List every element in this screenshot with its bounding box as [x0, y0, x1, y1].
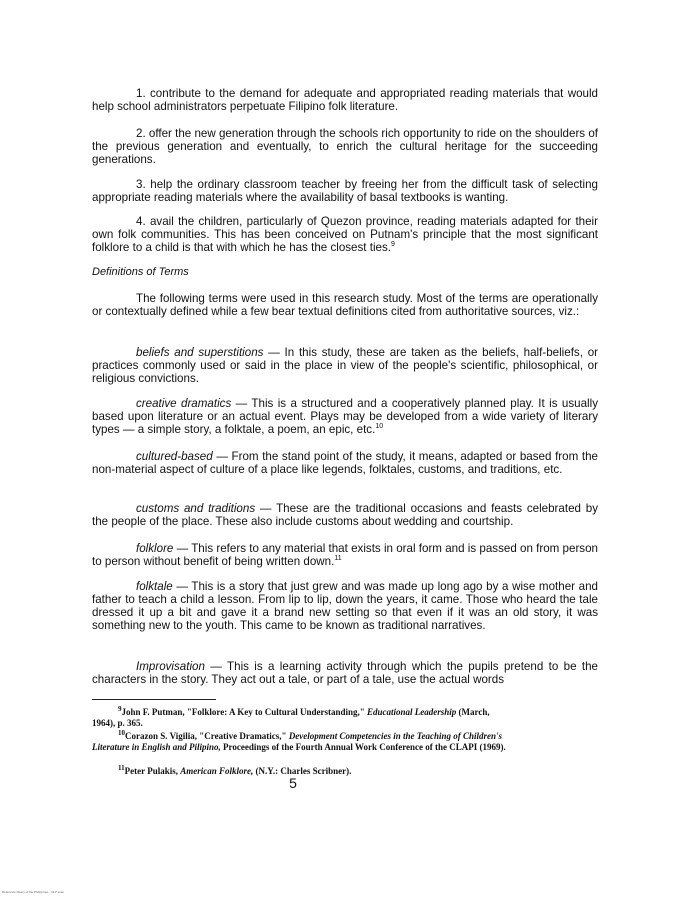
footnote-text: Peter Pulakis,: [124, 766, 181, 776]
scan-imprint: Reference library of the Philippines · NLP scan: [2, 890, 65, 894]
definition-term: folklore: [136, 542, 174, 555]
page-number: 5: [289, 775, 297, 791]
definition-text: — These are the traditional occasions and feasts celebrated by the people of the place. These also include customs about wedding and courtship.: [92, 502, 598, 528]
footnote-ref-11: 11: [334, 555, 342, 563]
definition-text: — This is a learning activity through which the pupils pretend to be the characters in the story. They act out a tale, or part of a tale, use the actual words: [92, 660, 598, 686]
definition-folklore: [92, 542, 598, 568]
footnote-text: Proceedings of the Fourth Annual Work Conference of the CLAPI (1969).: [220, 741, 506, 752]
footnote-ref-9: 9: [391, 241, 395, 249]
list-item-4: [92, 215, 598, 254]
definition-term: folktale: [136, 580, 173, 593]
footnote-10: [92, 731, 514, 752]
list-item-1: 1. contribute to the demand for adequate and appropriated reading materials that would help school administrators perpetuate Filipino folk literature.: [92, 87, 598, 113]
definition-text: — This is a structured and a cooperatively planned play. It is usually based upon literature or an actual event. Plays may be developed from a wide variety of literary types — a simple story, a folktale, a poem, an epic, etc.: [92, 397, 598, 436]
definition-improvisation: [92, 660, 598, 686]
footnote-number: 11: [118, 764, 125, 772]
definition-customs: [92, 502, 598, 528]
footnote-source-title: Educational Leadership: [367, 707, 457, 717]
definition-cultured-based: [92, 450, 598, 476]
footnote-text: Corazon S. Vigilia, "Creative Dramatics,": [125, 731, 289, 741]
intro-paragraph: The following terms were used in this research study. Most of the terms are operationally or contextually defined while a few bear textual definitions cited from authoritative sources, viz.:: [92, 292, 598, 318]
definition-text: — In this study, these are taken as the beliefs, half-beliefs, or practices commonly used or said in the place in view of the people's scientific, philosophical, or religious convictions.: [92, 346, 599, 385]
footnote-number: 9: [118, 705, 122, 713]
list-item-4-text: 4. avail the children, particularly of Quezon province, reading materials adapted for their own folk communities. This has been conceived on Putnam's principle that the most significant folklore to a child is that with which he has the closest ties.: [92, 215, 598, 254]
footnote-divider: [92, 699, 216, 700]
definition-text: — This refers to any material that exists in oral form and is passed on from person to person without benefit of being written down.: [92, 542, 598, 568]
definition-text: — This is a story that just grew and was made up long ago by a wise mother and father to teach a child a lesson. From lip to lip, down the years, it came. Those who heard the tale dressed it up a bit and gave it a brand new setting so that even if it was an old story, it was something new to the youth. This came to be known as traditional narratives.: [92, 580, 598, 632]
definition-term: beliefs and superstitions: [136, 346, 264, 359]
footnote-number: 10: [118, 729, 125, 737]
definition-term: cultured-based: [136, 450, 213, 463]
footnote-source-title: American Folklore,: [180, 766, 254, 776]
footnote-text: (N.Y.: Charles Scribner).: [253, 766, 352, 776]
definition-term: Improvisation: [136, 660, 205, 673]
footnote-text: John F. Putman, "Folklore: A Key to Cultural Understanding,": [121, 707, 368, 717]
definition-text: — From the stand point of the study, it means, adapted or based from the non-material aspect of culture of a place like legends, folktales, customs, and traditions, etc.: [92, 450, 598, 476]
list-item-2: 2. offer the new generation through the schools rich opportunity to ride on the shoulders of the previous generation and eventually, to enrich the cultural heritage for the succeeding generations.: [92, 127, 598, 166]
footnote-ref-10: 10: [375, 423, 384, 431]
section-heading: Definitions of Terms: [92, 266, 189, 278]
definition-creative-dramatics: [92, 397, 598, 436]
footnote-source-title: Development Competencies in the Teaching of Children's Literature in English and Pilipino,: [92, 731, 502, 752]
footnote-9: [92, 707, 514, 728]
definition-beliefs: [92, 346, 598, 385]
list-item-3: 3. help the ordinary classroom teacher by freeing her from the difficult task of selecting appropriate reading materials where the availability of basal textbooks is wanting.: [92, 178, 598, 204]
footnote-text: (March, 1964), p. 365.: [92, 707, 490, 728]
definition-folktale: [92, 580, 598, 632]
definition-term: creative dramatics: [136, 397, 232, 410]
footnote-11: [92, 766, 514, 777]
definition-term: customs and traditions: [136, 502, 256, 515]
